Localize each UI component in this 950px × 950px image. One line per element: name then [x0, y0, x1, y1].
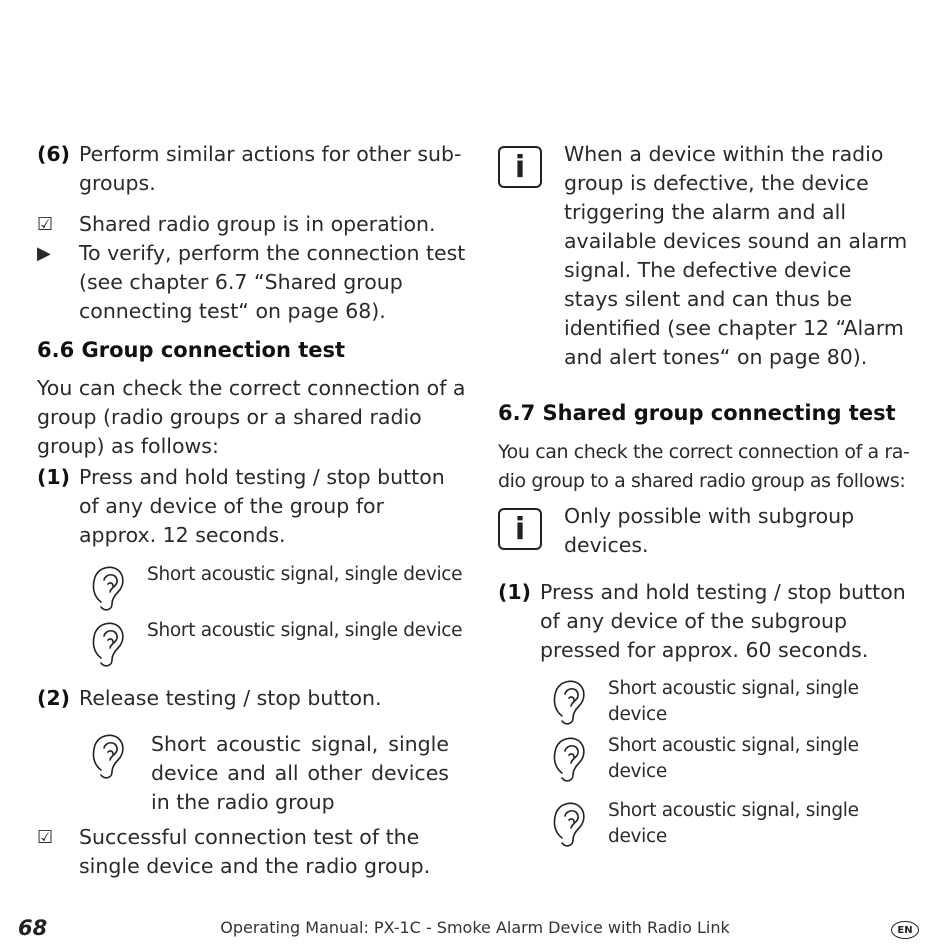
section-heading: 6.6 Group connection test	[37, 338, 346, 362]
section-heading: 6.7 Shared group connecting test	[498, 401, 896, 425]
signal-item	[550, 798, 923, 850]
step-number: (1)	[37, 465, 71, 489]
step-text: Perform similar actions for other sub-groups.	[79, 142, 462, 195]
language-badge: EN	[891, 921, 919, 939]
ear-icon	[550, 798, 590, 848]
step-text: Release testing / stop button.	[79, 686, 382, 710]
signal-text: Short acoustic signal, single device	[608, 735, 859, 782]
checkbox-icon: ☑	[37, 827, 54, 848]
info-icon: i	[498, 508, 542, 550]
signal-item	[89, 562, 462, 612]
check-item	[37, 823, 467, 881]
ear-icon	[89, 562, 129, 612]
step-2	[37, 684, 382, 713]
step-number: (2)	[37, 686, 71, 710]
step-text: Press and hold testing / stop button of any device of the subgroup pressed for approx. 60 seconds.	[540, 580, 906, 662]
check-text: Successful connection test of the single device and the radio group.	[79, 825, 431, 878]
signal-text: Short acoustic signal, single device and all other devices in the radio group	[151, 732, 449, 814]
step-1	[498, 578, 923, 665]
check-text: Shared radio group is in operation.	[79, 212, 436, 236]
section-intro: You can check the correct connection of a ra-dio group to a shared radio group as follows:	[498, 441, 910, 492]
signal-item	[550, 733, 923, 785]
signal-text: Short acoustic signal, single device	[608, 800, 859, 847]
ear-icon	[550, 733, 590, 783]
info-icon: i	[498, 146, 542, 188]
section-intro: You can check the correct connection of a group (radio groups or a shared radio group) as follows:	[37, 376, 466, 458]
check-item	[37, 210, 436, 239]
signal-item	[550, 676, 923, 728]
step-number: (1)	[498, 580, 532, 604]
ear-icon	[89, 730, 129, 780]
ear-icon	[89, 618, 129, 668]
signal-item	[89, 618, 462, 668]
signal-text: Short acoustic signal, single device	[147, 564, 463, 585]
bullet-text: To verify, perform the connection test (see chapter 6.7 “Shared group connecting test“ on page 68).	[79, 241, 466, 323]
page-number: 68	[18, 916, 48, 940]
bullet-item	[37, 239, 467, 326]
step-number: (6)	[37, 142, 71, 166]
step-6	[37, 140, 467, 198]
step-1	[37, 463, 467, 550]
ear-icon	[550, 676, 590, 726]
signal-item	[89, 730, 449, 817]
signal-text: Short acoustic signal, single device	[147, 620, 463, 641]
footer-title: Operating Manual: PX-1C - Smoke Alarm Device with Radio Link	[220, 918, 730, 937]
step-text: Press and hold testing / stop button of any device of the group for approx. 12 seconds.	[79, 465, 445, 547]
checkbox-icon: ☑	[37, 214, 54, 235]
info-note: When a device within the radio group is defective, the device triggering the alarm and all available devices sound an alarm signal. The defective device stays silent and can thus be identified (see chapter 12 “Alarm and alert tones“ on page 80).	[564, 142, 908, 369]
triangle-bullet-icon: ▶	[37, 243, 51, 264]
info-note: Only possible with subgroup devices.	[564, 504, 855, 557]
signal-text: Short acoustic signal, single device	[608, 678, 859, 725]
